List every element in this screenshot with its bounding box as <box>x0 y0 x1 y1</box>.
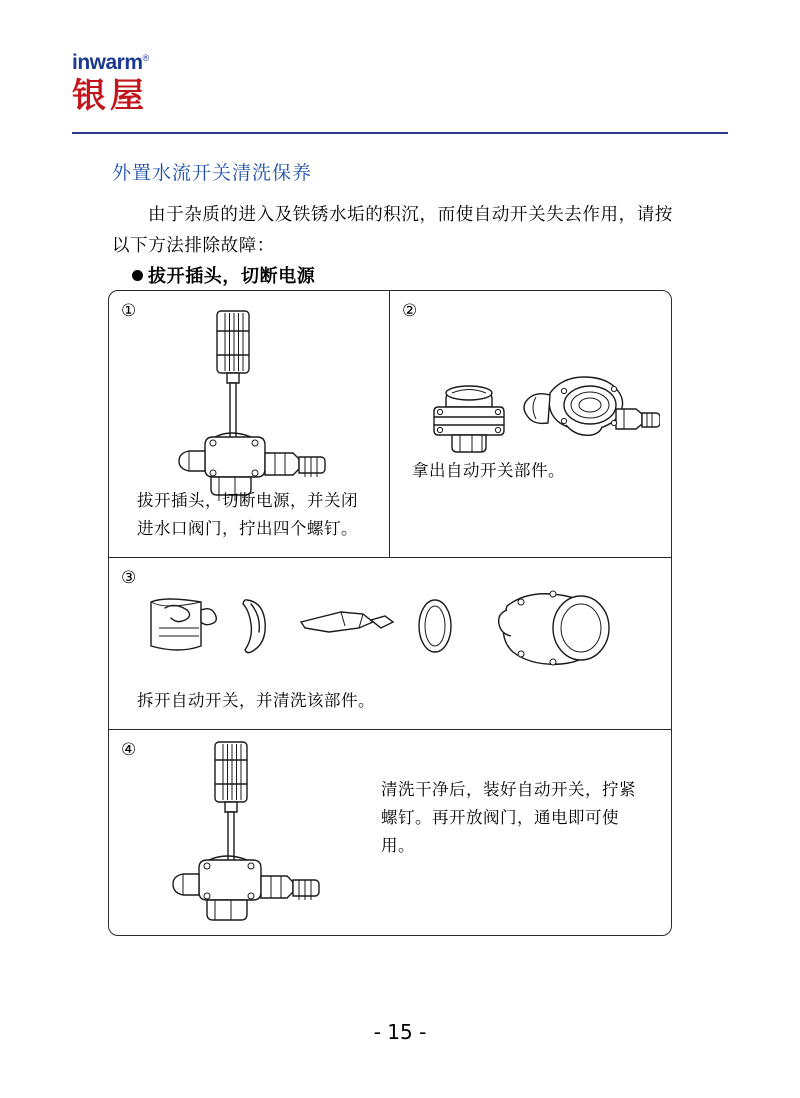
step-number-2: ② <box>402 301 418 321</box>
step-number-4: ④ <box>121 740 137 760</box>
table-row <box>109 291 671 557</box>
step-caption-3: 拆开自动开关，并清洗该部件。 <box>137 691 375 710</box>
steps-figure-table <box>108 290 672 936</box>
page-title: 外置水流开关清洗保养 <box>112 162 313 184</box>
logo-latin-label: inwarm <box>72 51 143 74</box>
header-divider <box>72 132 728 134</box>
valve-reassembled-with-screwdriver-icon <box>123 734 353 930</box>
logo-latin-text <box>72 52 149 73</box>
registered-mark-icon: ® <box>142 53 149 63</box>
valve-with-screwdriver-icon <box>145 305 351 505</box>
step-caption-1: 拔开插头，切断电源，并关闭进水口阀门，拧出四个螺钉。 <box>137 491 358 538</box>
step-illustration-4 <box>123 734 353 930</box>
table-row <box>109 557 671 729</box>
brand-logo <box>72 52 252 115</box>
step-illustration-1 <box>145 305 351 505</box>
exploded-switch-parts-icon <box>135 582 655 682</box>
step-caption-2: 拿出自动开关部件。 <box>412 461 565 480</box>
step-cell-1 <box>109 291 390 557</box>
step-cell-2 <box>390 291 671 557</box>
bullet-dot-icon <box>132 270 143 281</box>
step-illustration-3 <box>135 582 655 682</box>
logo-chinese-label: 银屋 <box>72 76 148 116</box>
step-number-3: ③ <box>121 568 137 588</box>
table-row <box>109 729 671 933</box>
step-caption-4: 清洗干净后，装好自动开关，拧紧螺钉。再开放阀门，通电即可使用。 <box>381 780 636 855</box>
page-number: - 15 - <box>373 1020 427 1044</box>
bullet-heading <box>132 262 315 288</box>
intro-paragraph: 由于杂质的进入及铁锈水垢的积沉，而使自动开关失去作用，请按以下方法排除故障： <box>112 205 673 256</box>
bullet-heading-label: 拔开插头，切断电源 <box>148 266 316 287</box>
step-number-1: ① <box>121 301 137 321</box>
